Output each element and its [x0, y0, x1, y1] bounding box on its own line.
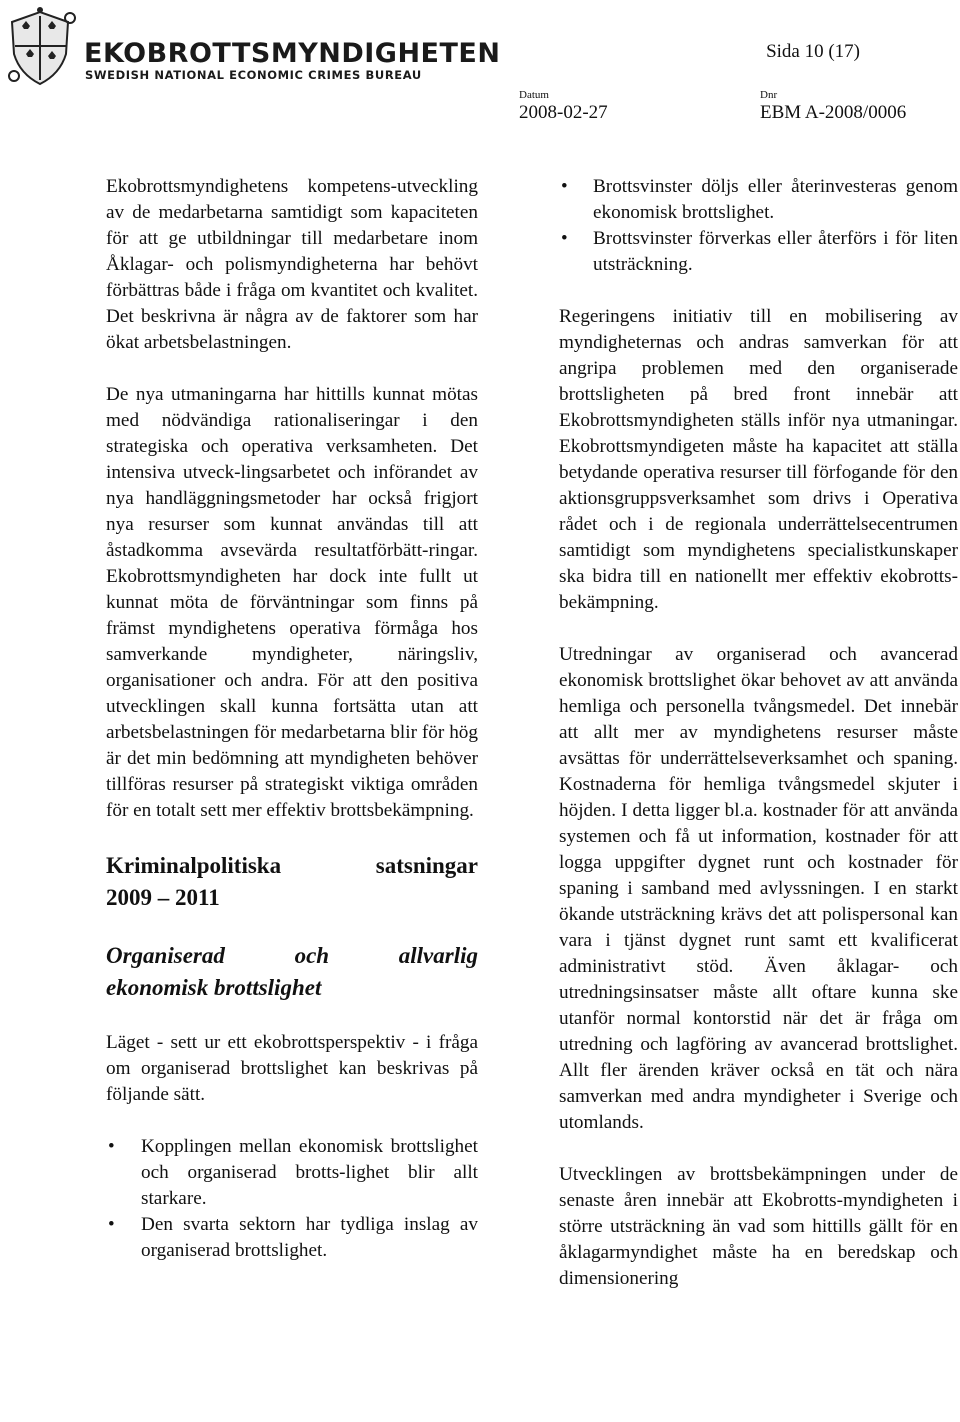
- section-heading-line: Kriminalpolitiska satsningar: [106, 853, 478, 878]
- paragraph: Regeringens initiativ till en mobilisering av myndigheternas och andras samverkan för att angripa problemen med den organiserade brottsligheten på bred front innebär att Ekobrottsmyndigheten ställs inför nya utmaningar. Ekobrottsmyndigeten måste ha kapacitet att ställa betydande operativa resurser till förfogande för den aktionsgruppsverksamhet som drivs i Operativa rådet och i de regionala underrättelsecentrumen samtidigt som myndighetens specialistkunskaper ska bidra till en nationellt mer effektiv ekobrotts-bekämpning.: [559, 306, 958, 613]
- list-item: • Brottsvinster förverkas eller återförs i för liten utsträckning.: [559, 226, 958, 278]
- ref-value: EBM A-2008/0006: [760, 102, 907, 123]
- paragraph: Utredningar av organiserad och avancerad ekonomisk brottslighet ökar behovet av att använda hemliga och personella tvångsmedel. Det innebär att allt mer av myndighetens resurser måste avsättas för underrättelseverksamhet och spaning. Kostnaderna för hemliga tvångsmedel skjuter i höjden. I detta ligger bl.a. kostnader för att använda systemen och få ut information, kostnader för att logga uppgifter dygnet runt och kostnader för spaning i samband med avlyssningen. I en starkt ökande utsträckning krävs det att polispersonal kan vara i tjänst dygnet runt samt ett kvalificerat administrativt stöd. Även åklagar- och utredningsinsatser måste allt oftare kunna ske utanför normal kontorstid när det är fråga om utredning och lagföring av avancerad brottslighet. Allt fler ärenden kräver också en tät och nära samverkan med andra myndigheter i Sverige och utomlands.: [559, 644, 958, 1133]
- left-column: [106, 174, 478, 1290]
- coat-of-arms-icon: [4, 4, 80, 88]
- right-column: [559, 174, 958, 1318]
- page-number: Sida 10 (17): [766, 41, 860, 62]
- date-label: Datum: [519, 89, 549, 101]
- section-heading-line: 2009 – 2011: [106, 885, 220, 910]
- list-item: • Brottsvinster döljs eller återinvesteras genom ekonomisk brottslighet.: [559, 174, 958, 226]
- ref-label: Dnr: [760, 89, 778, 101]
- list-item: • Den svarta sektorn har tydliga inslag av organiserad brottslighet.: [106, 1212, 478, 1264]
- paragraph: Läget - sett ur ett ekobrottsperspektiv - i fråga om organiserad brottslighet kan beskrivas på följande sätt.: [106, 1032, 478, 1105]
- bullet-list: [106, 1134, 478, 1264]
- paragraph: Utvecklingen av brottsbekämpningen under de senaste åren innebär att Ekobrotts-myndigheten i större utsträckning än vad som hittills gällt för en åklagarmyndighet måste ha en beredskap och dimensionering: [559, 1164, 958, 1289]
- subsection-heading: [106, 940, 478, 1004]
- paragraph: De nya utmaningarna har hittills kunnat mötas med nödvändiga rationaliseringar i den strategiska och operativa verksamheten. Det intensiva utveck-lingsarbetet och införandet av nya handläggningsmetoder har också frigjort nya resurser som kunnat användas till att åstadkomma avsevärda resultatförbätt-ringar. Ekobrottsmyndigheten har dock inte fullt ut kunnat möta de förväntningar som finns på främst myndighetens operativa förmåga hos samverkande myndigheter, näringsliv, organisationer och andra. För att den positiva utvecklingen skall kunna fortsätta utan att arbetsbelastningen för medarbetarna blir för hög är det min bedömning att myndigheten behöver tillföras resurser på strategiskt viktiga områden för en totalt sett mer effektiv brottsbekämpning.: [106, 384, 478, 821]
- subsection-heading-line: Organiserad och allvarlig: [106, 943, 478, 968]
- org-subtitle: SWEDISH NATIONAL ECONOMIC CRIMES BUREAU: [85, 68, 422, 82]
- bullet-list: [559, 174, 958, 278]
- list-item: • Kopplingen mellan ekonomisk brottslighet och organiserad brotts-lighet blir allt starkare.: [106, 1134, 478, 1212]
- org-name: EKOBROTTSMYNDIGHETEN: [84, 38, 501, 69]
- section-heading: [106, 850, 478, 914]
- subsection-heading-line: ekonomisk brottslighet: [106, 975, 322, 1000]
- paragraph: Ekobrottsmyndighetens kompetens-utveckling av de medarbetarna samtidigt som kapaciteten för att ge utbildningar till medarbetare inom Åklagar- och polismyndigheterna har behövt förbättras både i fråga om kvantitet och kvalitet. Det beskrivna är några av de faktorer som har ökat arbetsbelastningen.: [106, 176, 478, 353]
- date-value: 2008-02-27: [519, 102, 608, 123]
